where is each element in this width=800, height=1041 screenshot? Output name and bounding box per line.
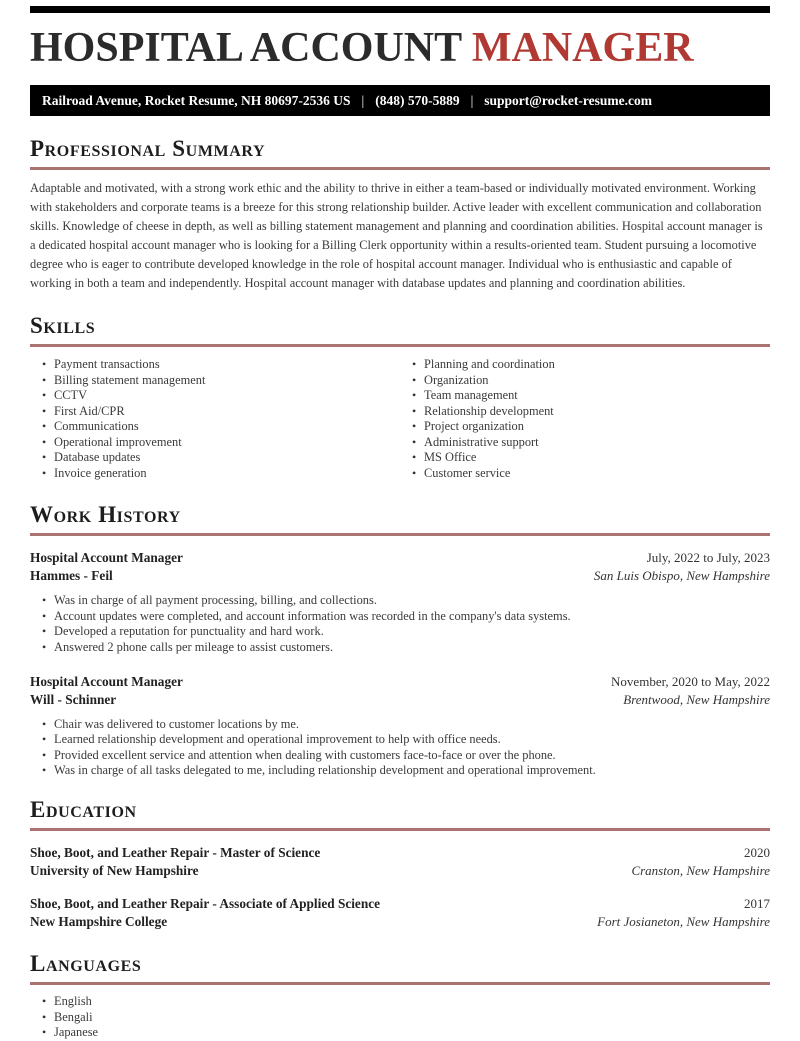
job-title: Hospital Account Manager bbox=[30, 673, 183, 689]
section-heading-skills: Skills bbox=[30, 313, 96, 338]
skill-item: • Communications bbox=[30, 420, 400, 433]
job-entry bbox=[30, 549, 770, 654]
section-professional-summary bbox=[30, 135, 770, 293]
section-rule bbox=[30, 533, 770, 536]
section-heading-work-history: Work History bbox=[30, 502, 181, 527]
skill-item: • Billing statement management bbox=[30, 374, 400, 387]
job-bullet: • Provided excellent service and attention when dealing with customers face-to-face or over the phone. bbox=[30, 749, 770, 762]
contact-phone: (848) 570-5889 bbox=[375, 93, 460, 108]
top-rule bbox=[30, 6, 770, 13]
section-skills bbox=[30, 312, 770, 482]
job-location: Brentwood, New Hampshire bbox=[623, 691, 770, 707]
skill-item: • Project organization bbox=[400, 420, 770, 433]
skill-item: • Invoice generation bbox=[30, 467, 400, 480]
job-bullet: • Learned relationship development and operational improvement to help with office needs. bbox=[30, 733, 770, 746]
section-rule bbox=[30, 344, 770, 347]
section-rule bbox=[30, 982, 770, 985]
job-location: San Luis Obispo, New Hampshire bbox=[593, 568, 770, 583]
job-bullet-list bbox=[30, 718, 770, 778]
graduation-year: 2020 bbox=[744, 845, 770, 860]
skill-item: • MS Office bbox=[400, 451, 770, 464]
section-heading-education: Education bbox=[30, 797, 137, 822]
skill-item: • Organization bbox=[400, 374, 770, 387]
job-dates: July, 2022 to July, 2023 bbox=[646, 550, 770, 565]
degree: Shoe, Boot, and Leather Repair - Master of Science bbox=[30, 845, 321, 860]
skill-item: • Administrative support bbox=[400, 436, 770, 449]
section-languages bbox=[30, 950, 770, 1039]
contact-separator: | bbox=[470, 93, 474, 108]
skill-item: • Payment transactions bbox=[30, 358, 400, 371]
job-entry bbox=[30, 673, 770, 778]
job-dates: November, 2020 to May, 2022 bbox=[611, 673, 770, 689]
skill-item: • Customer service bbox=[400, 467, 770, 480]
job-title: Hospital Account Manager bbox=[30, 550, 183, 565]
degree: Shoe, Boot, and Leather Repair - Associate of Applied Science bbox=[30, 896, 381, 911]
skills-columns bbox=[30, 358, 770, 482]
section-education bbox=[30, 796, 770, 931]
job-bullet: • Account updates were completed, and account information was recorded in the company's data systems. bbox=[30, 610, 770, 623]
job-bullet: • Developed a reputation for punctuality and hard work. bbox=[30, 625, 770, 638]
skill-item: • Relationship development bbox=[400, 405, 770, 418]
contact-address: Railroad Avenue, Rocket Resume, NH 80697-2536 US bbox=[42, 93, 351, 108]
language-item: • Bengali bbox=[30, 1011, 770, 1024]
school-location: Fort Josianeton, New Hampshire bbox=[597, 914, 770, 929]
section-rule bbox=[30, 828, 770, 831]
school: New Hampshire College bbox=[30, 914, 168, 929]
contact-separator: | bbox=[361, 93, 365, 108]
languages-list bbox=[30, 995, 770, 1039]
section-work-history bbox=[30, 501, 770, 777]
job-bullet: • Was in charge of all tasks delegated to me, including relationship development and operational improvement. bbox=[30, 764, 770, 777]
skills-list-right bbox=[400, 358, 770, 482]
job-company: Will - Schinner bbox=[30, 691, 117, 707]
skill-item: • Operational improvement bbox=[30, 436, 400, 449]
section-heading-languages: Languages bbox=[30, 951, 142, 976]
language-item: • Japanese bbox=[30, 1026, 770, 1039]
graduation-year: 2017 bbox=[744, 896, 770, 911]
resume-page bbox=[0, 6, 800, 1039]
school: University of New Hampshire bbox=[30, 863, 199, 878]
skill-item: • Database updates bbox=[30, 451, 400, 464]
resume-title-accent: MANAGER bbox=[471, 25, 694, 71]
resume-title bbox=[30, 25, 770, 71]
education-entry bbox=[30, 895, 770, 931]
job-company: Hammes - Feil bbox=[30, 568, 113, 583]
contact-bar bbox=[30, 85, 770, 116]
skill-item: • First Aid/CPR bbox=[30, 405, 400, 418]
section-heading-professional-summary: Professional Summary bbox=[30, 136, 266, 161]
job-bullet-list bbox=[30, 594, 770, 654]
skill-item: • Planning and coordination bbox=[400, 358, 770, 371]
skill-item: • Team management bbox=[400, 389, 770, 402]
school-location: Cranston, New Hampshire bbox=[631, 863, 770, 878]
job-bullet: • Chair was delivered to customer locations by me. bbox=[30, 718, 770, 731]
education-entry bbox=[30, 844, 770, 880]
contact-email: support@rocket-resume.com bbox=[484, 93, 652, 108]
language-item: • English bbox=[30, 995, 770, 1008]
job-bullet: • Answered 2 phone calls per mileage to assist customers. bbox=[30, 641, 770, 654]
job-bullet: • Was in charge of all payment processing, billing, and collections. bbox=[30, 594, 770, 607]
summary-text: Adaptable and motivated, with a strong work ethic and the ability to thrive in either a team-based or individually motivated environment. Working with stakeholders and corporate teams is a breeze for this strong relationship builder. Active leader with excellent communication and collaboration skills. Knowledge of cheese in depth, as well as billing statement management and planning and coordination abilities. Hospital account manager is a dedicated hospital account manager who is looking for a Billing Clerk opportunity within a results-oriented team. Student pursuing a locomotive degree who is eager to contribute developed knowledge in the role of hospital account manager. Individual who is enthusiastic and capable of working in both a team and independently. Hospital account manager with database updates and planning and coordination abilities. bbox=[30, 181, 763, 290]
section-rule bbox=[30, 167, 770, 170]
skills-list-left bbox=[30, 358, 400, 482]
skill-item: • CCTV bbox=[30, 389, 400, 402]
resume-title-main: HOSPITAL ACCOUNT bbox=[30, 25, 462, 71]
